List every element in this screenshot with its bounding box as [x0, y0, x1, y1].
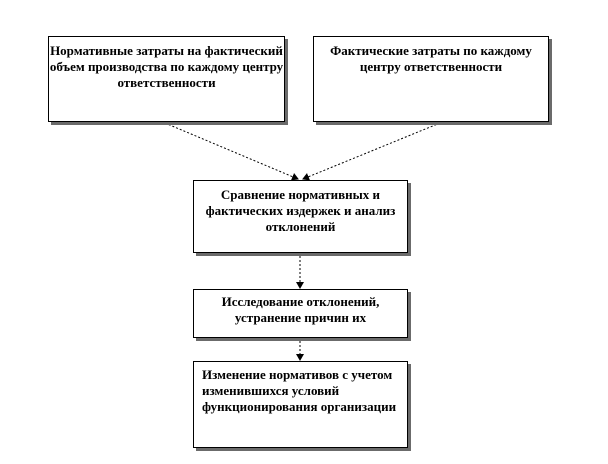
node-normative-costs-label: Нормативные затраты на фактический объем производства по каждому центру ответственности — [49, 43, 284, 90]
node-normative-costs — [48, 36, 285, 122]
node-norm-change — [193, 361, 408, 448]
node-investigation — [193, 289, 408, 338]
edge-actual-to-comparison — [303, 123, 440, 179]
node-actual-costs — [313, 36, 549, 122]
node-actual-costs-label: Фактические затраты по каждому центру ответственности — [330, 43, 532, 74]
node-norm-change-label: Изменение нормативов с учетом изменившихся условий функционирования организации — [202, 367, 397, 414]
node-comparison — [193, 180, 408, 253]
node-comparison-label: Сравнение нормативных и фактических издержек и анализ отклонений — [205, 187, 396, 234]
edge-normative-to-comparison — [165, 123, 298, 179]
node-investigation-label: Исследование отклонений, устранение причин их — [221, 294, 380, 325]
